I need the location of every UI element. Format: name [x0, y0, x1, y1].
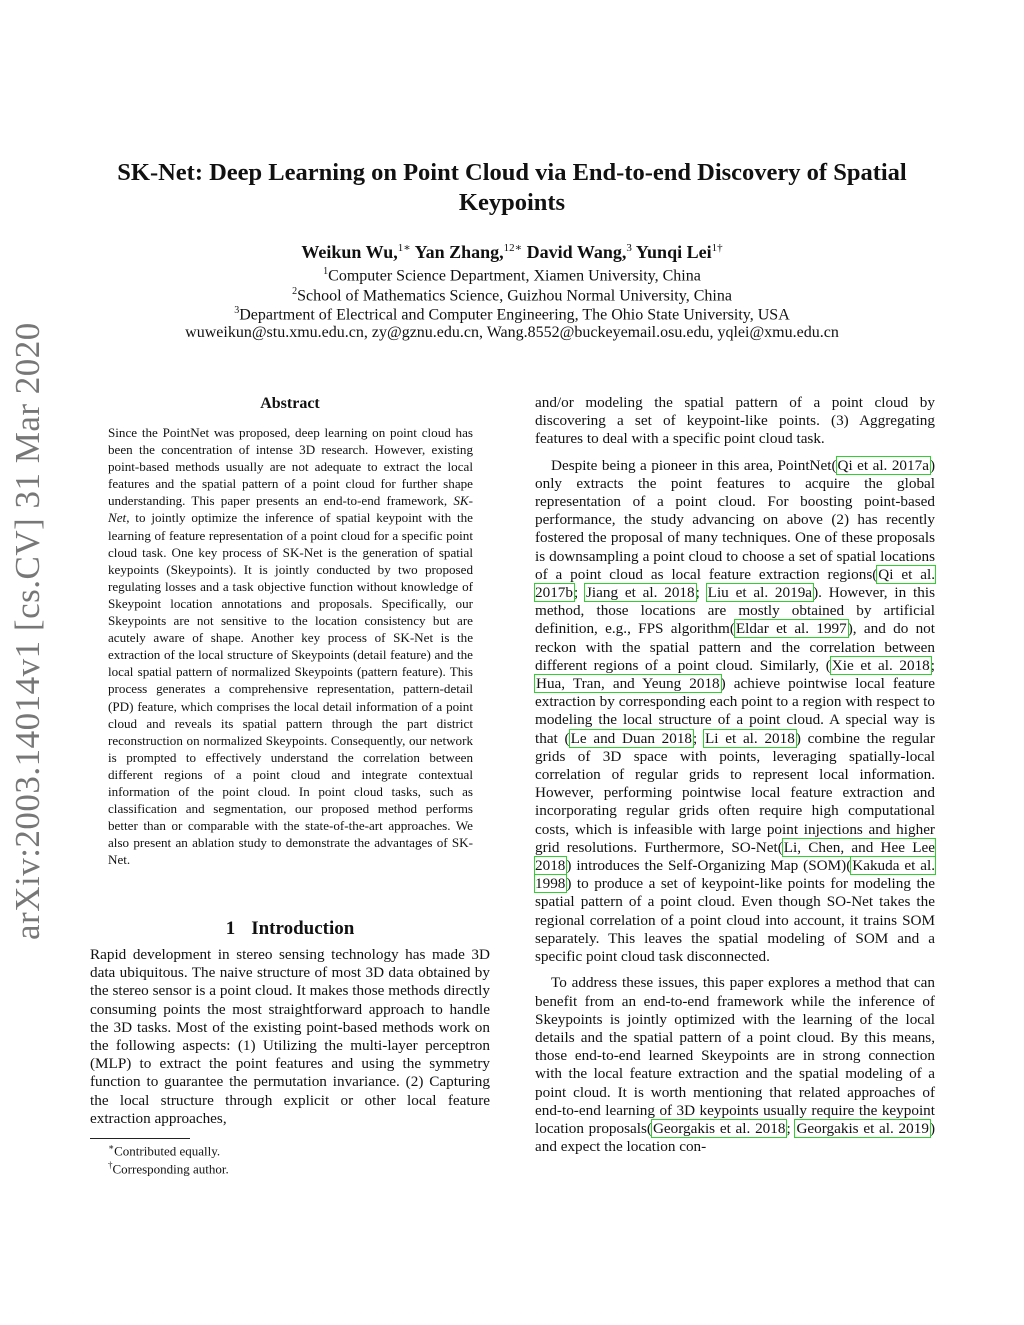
text-run: ;	[930, 656, 935, 674]
affiliation-line	[90, 305, 934, 324]
abstract-text-part: Since the PointNet was proposed, deep learning on point cloud has been the concentration of intense 3D research. However, existing point-based methods usually are not adequate to extract the local features and the spatial pattern of a point cloud for further shape understanding. This paper presents an end-to-end framework,	[108, 425, 473, 509]
section-number: 1	[225, 918, 236, 939]
paragraph	[535, 974, 935, 1156]
footnote-text: Contributed equally.	[114, 1143, 221, 1159]
text-run: ) introduces the Self-Organizing Map (SOM)(	[566, 857, 852, 875]
author-list	[90, 241, 934, 263]
author-affiliation-mark: 1∗	[397, 242, 411, 254]
text-run: ) to produce a set of keypoint-like points for modeling the spatial pattern of a point cloud. Even though SO-Net takes the regional correlation of a point cloud into account, it trains SOM separately. This leaves the spatial modeling of SOM and a specific point cloud task disconnected.	[535, 875, 935, 966]
affiliation-number: 1	[323, 266, 329, 277]
text-run: ) and expect the location con-	[535, 1119, 935, 1156]
text-run: ). However, in this method, those locations are mostly obtained by artificial definition, e.g., FPS algorithm(	[535, 584, 935, 638]
paragraph	[535, 457, 935, 967]
footnote	[108, 1160, 229, 1177]
introduction-paragraph: Rapid development in stereo sensing technology has made 3D data ubiquitous. The naive structure of most 3D data obtained by the stereo sensor is a point cloud. It makes those methods directly consuming points the most straightforward approach to handle the 3D tasks. Most of the existing point-based methods work on the following aspects: (1) Utilizing the multi-layer perceptron (MLP) to extract the point features and using the symmetry function to guarantee the permutation invariance. (2) Capturing the local structure through explicit or other local feature extraction approaches,	[90, 946, 490, 1127]
affiliation-text: School of Mathematics Science, Guizhou Normal University, China	[297, 287, 732, 305]
text-run: ;	[693, 729, 704, 747]
citation-link[interactable]: Kakuda et al. 1998	[535, 857, 935, 893]
affiliation-number: 2	[292, 286, 298, 297]
text-run: ;	[786, 1119, 796, 1137]
text-run: To address these issues, this paper explores a method that can benefit from an end-to-end framework while the inference of Skeypoints is jointly optimized with the learning of the local details and the spatial pattern of a point cloud. By this means, those end-to-end learned Skeypoints are in strong connection with the local feature extraction and the spatial modeling of a point cloud. It is worth mentioning that related approaches of end-to-end learning of 3D keypoints usually require the keypoint location proposals(	[535, 974, 935, 1137]
author-emails[interactable]: wuweikun@stu.xmu.edu.cn, zy@gznu.edu.cn, Wang.8552@buckeyemail.osu.edu, yqlei@xmu.edu.cn	[185, 324, 839, 341]
citation-link[interactable]: Qi et al. 2017a	[837, 456, 929, 474]
citation-link[interactable]: Le and Duan 2018	[570, 729, 693, 747]
author-name: David Wang,	[526, 242, 627, 262]
section-title: Introduction	[251, 918, 355, 939]
right-column	[535, 394, 935, 1156]
affiliation-line	[90, 286, 934, 305]
author-affiliation-mark: 1†	[711, 242, 723, 254]
author-affiliation-mark: 3	[626, 242, 632, 254]
section-heading-introduction	[90, 918, 490, 940]
citation-link[interactable]: Li et al. 2018	[705, 729, 795, 747]
affiliation-text: Computer Science Department, Xiamen University, China	[328, 267, 701, 285]
arxiv-identifier-stamp[interactable]: arXiv:2003.14014v1 [cs.CV] 31 Mar 2020	[8, 322, 47, 940]
citation-link[interactable]: Liu et al. 2019a	[707, 584, 813, 602]
text-run: ;	[573, 584, 586, 602]
citation-link[interactable]: Georgakis et al. 2019	[796, 1119, 929, 1137]
abstract-heading: Abstract	[260, 395, 320, 412]
footnote-mark: ∗	[108, 1142, 115, 1152]
text-run: ) only extracts the point features to acquire the global representation of a point cloud. For boosting point-based performance, the study advancing on above (2) has recently fostered the proposal of many techniques. One of these proposals is downsampling a point cloud to choose a set of spatial locations of a point cloud as local feature extraction regions(	[535, 456, 935, 583]
author-name: Yunqi Lei	[635, 242, 712, 262]
citation-link[interactable]: Qi et al. 2017b	[535, 565, 935, 602]
paper-title: SK-Net: Deep Learning on Point Cloud via End-to-end Discovery of Spatial Keypoints	[117, 159, 907, 216]
affiliation-text: Department of Electrical and Computer Engineering, The Ohio State University, USA	[239, 306, 790, 324]
author-affiliation-mark: 12∗	[503, 242, 523, 254]
author-name: Weikun Wu,	[301, 242, 398, 262]
affiliation-line	[90, 266, 934, 285]
abstract-text	[108, 424, 473, 868]
text-run: ) combine the regular grids of 3D space with points, leveraging spatially-local correlation of regular grids to represent local information. However, performing pointwise local feature extraction and incorporating regular grids often require high computational costs, which is infeasible with large point injections and higher grid resolutions. Furthermore, SO-Net(	[535, 729, 935, 856]
text-run: ), and do not reckon with the spatial pattern and the correlation between different regions of a point cloud. Similarly, (	[535, 620, 935, 674]
citation-link[interactable]: Xie et al. 2018	[831, 656, 930, 674]
footnote-text: Corresponding author.	[112, 1161, 229, 1177]
author-name: Yan Zhang,	[414, 242, 504, 262]
text-run: Despite being a pioneer in this area, PointNet(	[551, 456, 837, 474]
citation-link[interactable]: Georgakis et al. 2018	[652, 1119, 786, 1137]
footnote-divider	[90, 1138, 190, 1139]
affiliation-number: 3	[234, 305, 240, 316]
citation-link[interactable]: Eldar et al. 1997	[735, 620, 847, 638]
citation-link[interactable]: Jiang et al. 2018	[586, 584, 695, 602]
abstract-text-part: , to jointly optimize the inference of spatial keypoint with the learning of feature representation of a point cloud for a specific point cloud task. One key process of SK-Net is the generation of spatial keypoints (Skeypoints). It is jointly conducted by two proposed regulating losses and a task objective function without knowledge of Skeypoint location annotations and proposals. Specifically, our Skeypoints are not sensitive to the location consistency but are acutely aware of shape. Another key process of SK-Net is the extraction of the local structure of Skeypoints (detail feature) and the local spatial pattern of normalized Skeypoints (pattern feature). This process generates a comprehensive representation, pattern-detail (PD) feature, which comprises the local detail information of a point cloud and reveals its spatial pattern through the part district reconstruction on normalized Skeypoints. Consequently, our network is prompted to effectively understand the correlation between different regions of a point cloud and integrate contextual information of the point cloud. In point cloud tasks, such as classification and segmentation, our proposed method performs better than or comparable with the state-of-the-art approaches. We also present an ablation study to demonstrate the advantages of SK-Net.	[108, 510, 473, 868]
paragraph: and/or modeling the spatial pattern of a point cloud by discovering a set of keypoint-like points. (3) Aggregating features to deal with a specific point cloud task.	[535, 394, 935, 448]
footnote-mark: †	[108, 1160, 113, 1170]
text-run: ) achieve pointwise local feature extraction by corresponding each point to a region with respect to modeling the local structure of a point cloud. A special way is that (	[535, 675, 935, 747]
footnote	[108, 1142, 220, 1159]
citation-link[interactable]: Hua, Tran, and Yeung 2018	[536, 675, 720, 693]
citation-link[interactable]: Li, Chen, and Hee Lee 2018	[535, 838, 935, 875]
text-run: ;	[695, 584, 707, 602]
abstract-framework-name: SK-Net	[108, 493, 473, 526]
